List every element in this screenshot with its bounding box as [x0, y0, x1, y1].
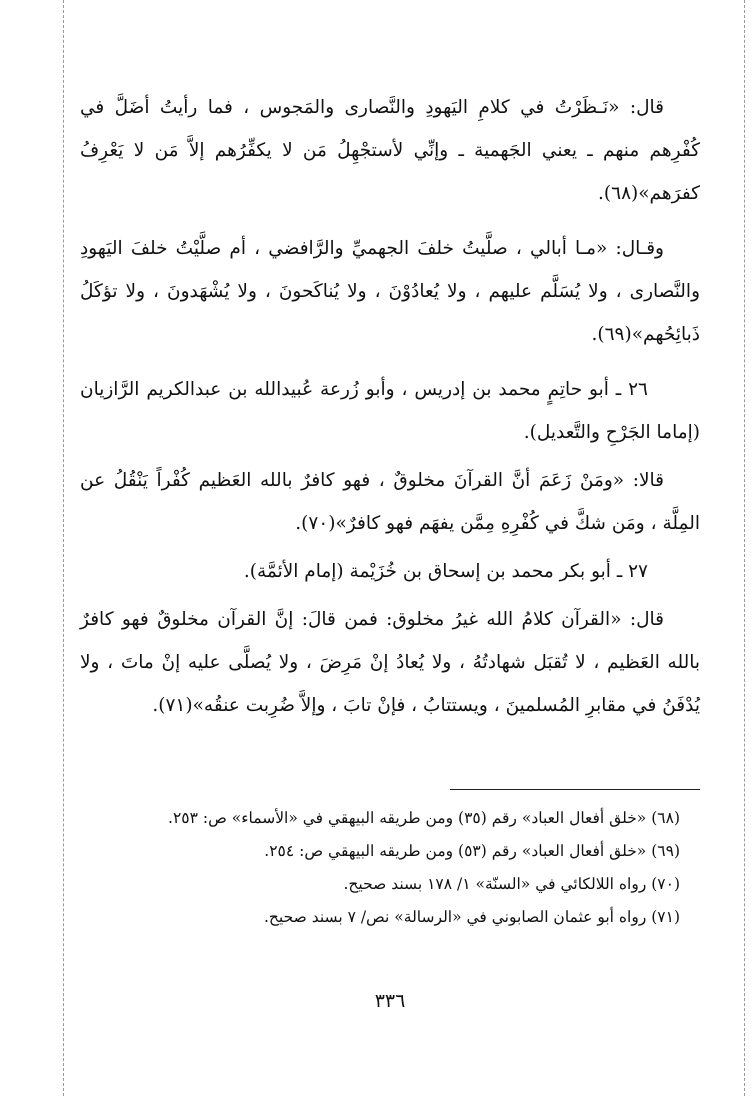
- footnotes: [80, 802, 700, 934]
- scan-edge-left: [63, 0, 64, 1096]
- section-heading-26: ٢٦ ـ أبو حاتِمٍ محمد بن إدريس ، وأبو زُرعة عُبيدالله بن عبدالكريم الرَّازيان (إماما الجَرْحِ والتَّعديل).: [80, 379, 700, 443]
- main-text: [80, 86, 700, 727]
- paragraph-quote-68: قال: «نَـظَرْتُ في كلامِ اليَهودِ والنَّصارى والمَجوس ، فما رأيتُ أضَلَّ في كُفْرِهم منهم ـ يعني الجَهمية ـ وإنِّي لأستجْهِلُ مَن لا يكفِّرُهم إلاَّ مَن لا يَعْرِفُ كفرَهم»(٦٨).: [80, 97, 700, 204]
- footnote-70: (٧٠) رواه اللالكائي في «السنّة» ١/ ١٧٨ بسند صحيح.: [343, 875, 680, 893]
- footnote-68: (٦٨) «خلق أفعال العباد» رقم (٣٥) ومن طريقه البيهقي في «الأسماء» ص: ٢٥٣.: [168, 809, 680, 827]
- section-heading-27: ٢٧ ـ أبو بكر محمد بن إسحاق بن خُزَيْمة (إمام الأئمَّة).: [243, 561, 648, 582]
- page-number: ٣٣٦: [374, 990, 406, 1012]
- scan-edge-right: [744, 0, 745, 1096]
- paragraph-quote-71: قال: «القرآن كلامُ الله غيرُ مخلوق: فمن قالَ: إنَّ القرآن مخلوقٌ فهو كافرٌ بالله العَظيم ، لا تُقبَل شهادتُهُ ، ولا يُعادُ إنْ مَرِضَ ، ولا يُصلَّى عليه إنْ ماتَ ، ولا يُدْفَنُ في مقابرِ المُسلمينَ ، ويستتابُ ، فإنْ تابَ ، وإلاَّ ضُرِبت عنقُه»(٧١).: [80, 609, 700, 716]
- paragraph-quote-70: قالا: «ومَنْ زَعَمَ أنَّ القرآنَ مخلوقٌ ، فهو كافرٌ بالله العَظيم كُفْراً يَنْقُلُ عن المِلَّة ، ومَن شكَّ في كُفْرِهِ مِمَّن يفهَم فهو كافرٌ»(٧٠).: [80, 470, 700, 534]
- paragraph-quote-69: وقـال: «مـا أبالي ، صلَّيتُ خلفَ الجهميِّ والرَّافضي ، أم صلَّيْتُ خلفَ اليَهودِ والنَّصارى ، ولا يُسَلَّم عليهم ، ولا يُعادُوْنَ ، ولا يُناكَحونَ ، ولا يُشْهَدونَ ، ولا تؤكَلُ ذَبائِحُهم»(٦٩).: [80, 238, 700, 345]
- footnote-71: (٧١) رواه أبو عثمان الصابوني في «الرسالة» نص/ ٧ بسند صحيح.: [263, 908, 680, 926]
- footnote-divider: [450, 789, 700, 790]
- footnote-69: (٦٩) «خلق أفعال العباد» رقم (٥٣) ومن طريقه البيهقي ص: ٢٥٤.: [264, 842, 680, 860]
